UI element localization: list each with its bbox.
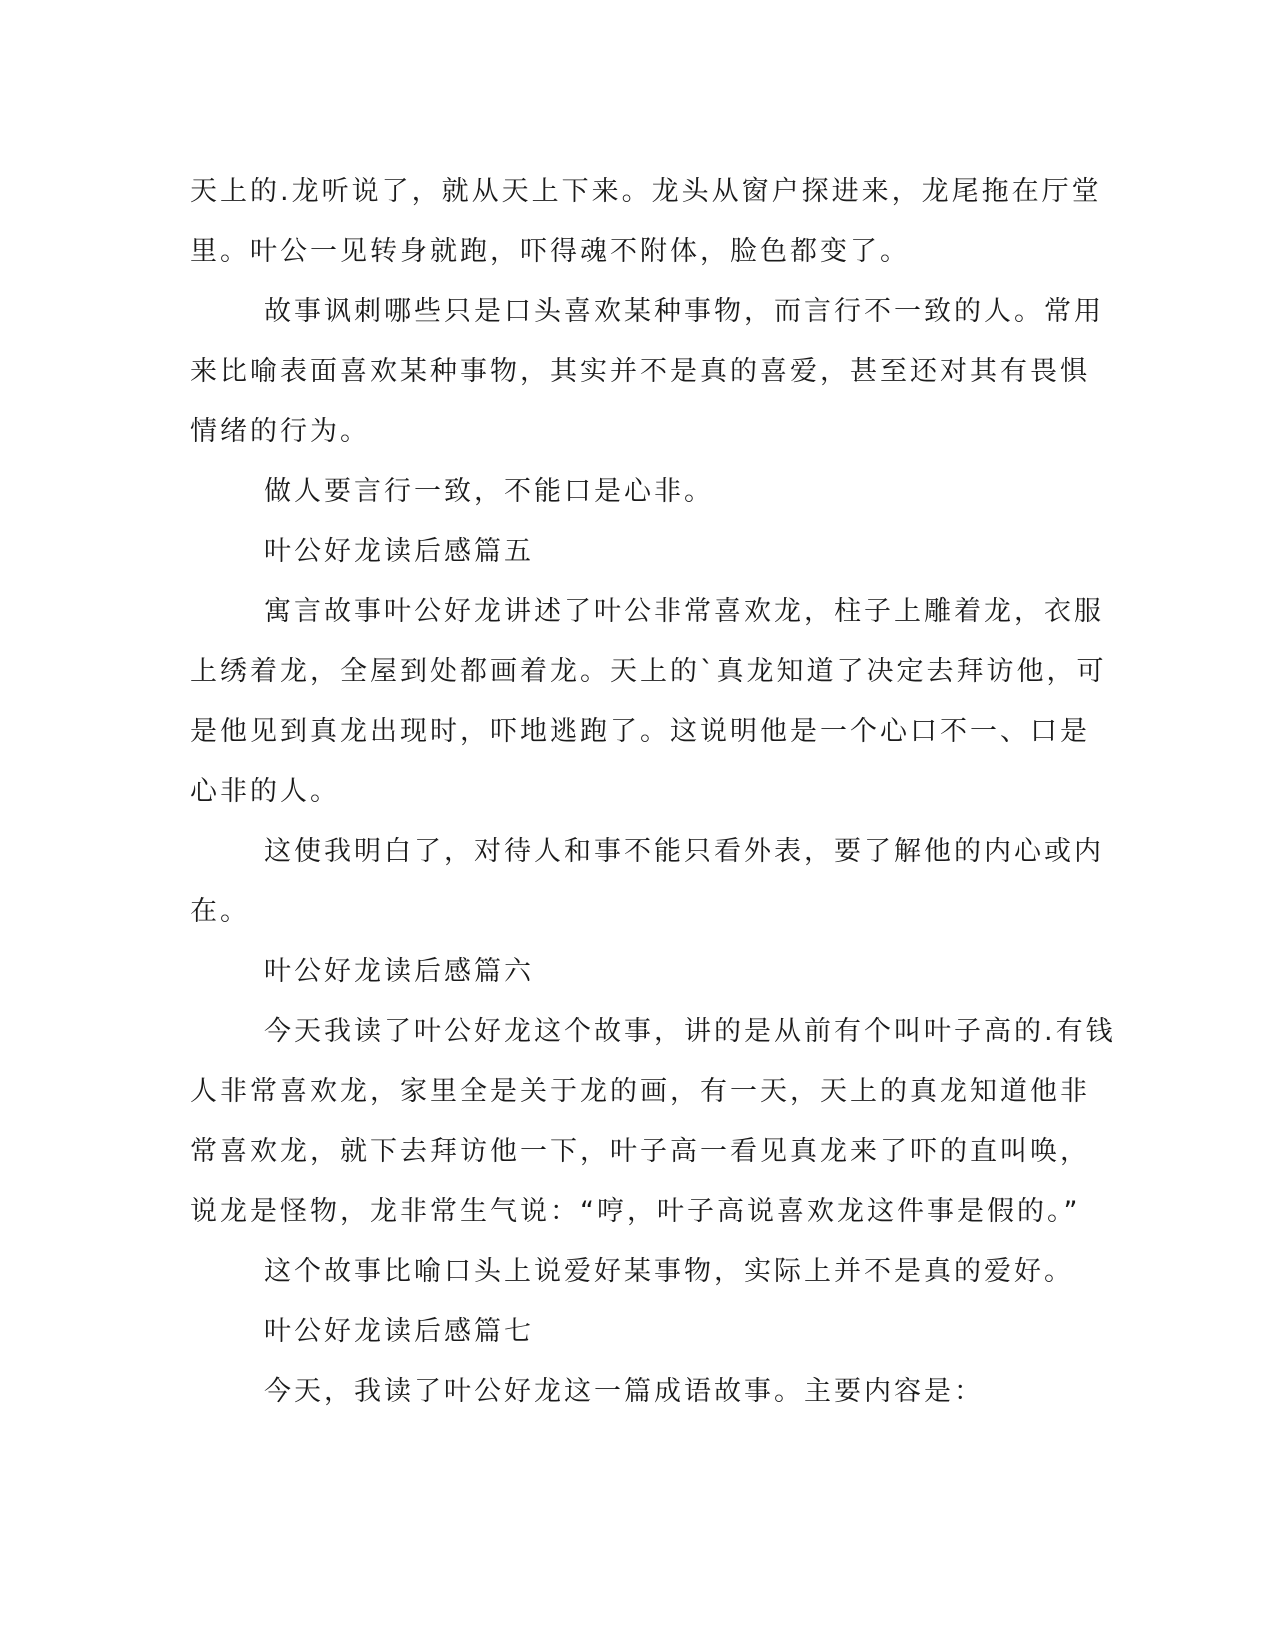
paragraph: [190, 822, 1104, 942]
text-line: 做人要言行一致，不能口是心非。: [264, 476, 714, 507]
paragraph: [190, 1242, 1074, 1302]
document-page: [190, 162, 1116, 1422]
paragraph: [190, 282, 1104, 462]
text-line: 人非常喜欢龙，家里全是关于龙的画，有一天，天上的真龙知道他非: [190, 1076, 1090, 1107]
text-line: 天上的.龙听说了，就从天上下来。龙头从窗户探进来，龙尾拖在厅堂: [190, 176, 1102, 207]
paragraph: [190, 462, 1070, 522]
section-heading: [190, 1302, 1070, 1362]
heading-text: 叶公好龙读后感篇七: [264, 1316, 534, 1347]
paragraph: [190, 1362, 1070, 1422]
section-heading: [190, 942, 1070, 1002]
text-line: 常喜欢龙，就下去拜访他一下，叶子高一看见真龙来了吓的直叫唤，: [190, 1136, 1090, 1167]
text-line: 故事讽刺哪些只是口头喜欢某种事物，而言行不一致的人。常用: [264, 296, 1104, 327]
text-line: 心非的人。: [190, 776, 340, 807]
text-line: 这个故事比喻口头上说爱好某事物，实际上并不是真的爱好。: [264, 1256, 1074, 1287]
text-line: 在。: [190, 896, 250, 927]
heading-text: 叶公好龙读后感篇六: [264, 956, 534, 987]
text-line: 上绣着龙，全屋到处都画着龙。天上的`真龙知道了决定去拜访他，可: [190, 656, 1107, 687]
text-line: 今天，我读了叶公好龙这一篇成语故事。主要内容是：: [264, 1376, 984, 1407]
heading-text: 叶公好龙读后感篇五: [264, 536, 534, 567]
text-line: 这使我明白了，对待人和事不能只看外表，要了解他的内心或内: [264, 836, 1104, 867]
text-line: 里。叶公一见转身就跑，吓得魂不附体，脸色都变了。: [190, 236, 910, 267]
paragraph: [190, 582, 1107, 822]
section-heading: [190, 522, 1070, 582]
paragraph: [190, 162, 1102, 282]
text-line: 寓言故事叶公好龙讲述了叶公非常喜欢龙，柱子上雕着龙，衣服: [264, 596, 1104, 627]
text-line: 今天我读了叶公好龙这个故事，讲的是从前有个叫叶子高的.有钱: [264, 1016, 1116, 1047]
paragraph: [190, 1002, 1116, 1242]
text-line: 是他见到真龙出现时，吓地逃跑了。这说明他是一个心口不一、口是: [190, 716, 1090, 747]
text-line: 情绪的行为。: [190, 416, 370, 447]
text-line: 来比喻表面喜欢某种事物，其实并不是真的喜爱，甚至还对其有畏惧: [190, 356, 1090, 387]
text-line: 说龙是怪物，龙非常生气说：“哼，叶子高说喜欢龙这件事是假的。”: [190, 1196, 1081, 1227]
